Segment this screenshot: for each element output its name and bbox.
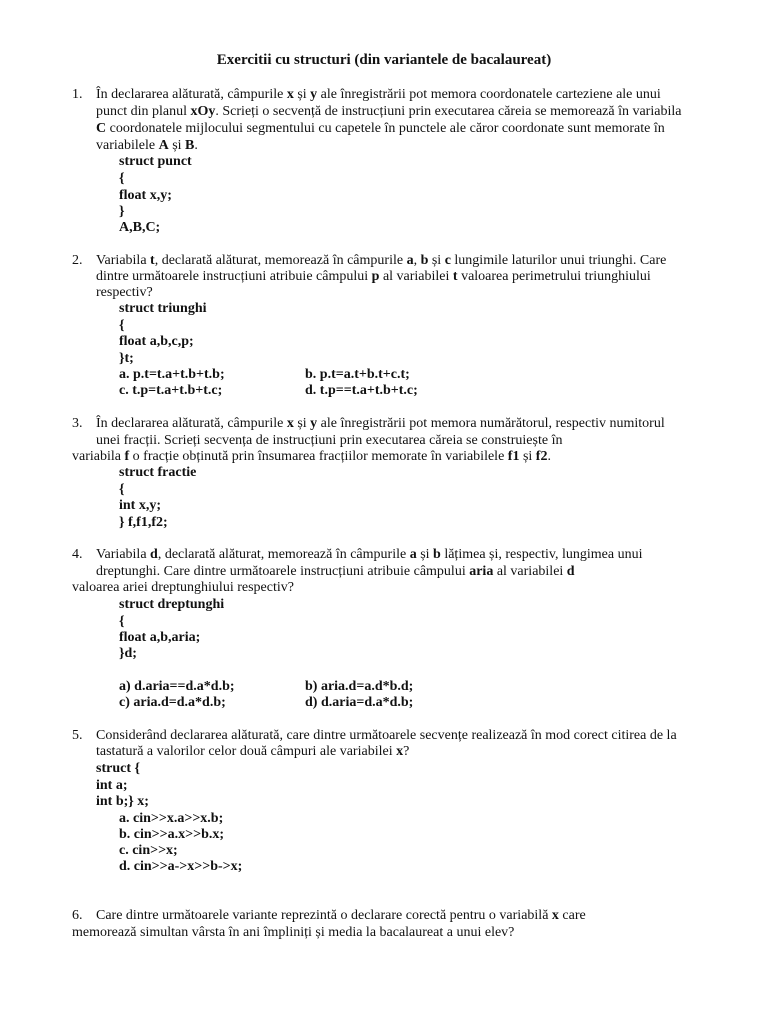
question-text-line: variabila f o fracție obținută prin însumarea fracțiilor memorate în variabilele f1 și f2.: [72, 449, 551, 464]
question-text-line: În declararea alăturată, câmpurile x și y ale înregistrării pot memora numărătorul, respectiv numitorul: [96, 416, 665, 431]
question-text-line: dreptunghi. Care dintre următoarele instrucțiuni atribuie câmpului aria al variabilei d: [96, 564, 575, 579]
code-line: struct dreptunghi: [119, 597, 225, 612]
code-line: int b;} x;: [96, 794, 149, 809]
code-line: }t;: [119, 351, 134, 366]
question-number: 4.: [72, 547, 83, 562]
question-number: 5.: [72, 728, 83, 743]
answer-option-a: a. cin>>x.a>>x.b;: [119, 811, 224, 826]
question-text-line: Variabila t, declarată alăturat, memorează în câmpurile a, b și c lungimile laturilor unui triunghi. Care: [96, 253, 667, 268]
code-line: struct triunghi: [119, 301, 207, 316]
question-text-line: respectiv?: [96, 285, 153, 300]
question-text-line: valoarea ariei dreptunghiului respectiv?: [72, 580, 294, 595]
answer-option-d: d. t.p==t.a+t.b+t.c;: [305, 383, 418, 398]
question-number: 2.: [72, 253, 83, 268]
code-line: {: [119, 171, 125, 186]
code-line: struct {: [96, 761, 141, 776]
question-text-line: Care dintre următoarele variante reprezintă o declarare corectă pentru o variabilă x care: [96, 908, 586, 923]
code-line: }d;: [119, 646, 137, 661]
question-text-line: punct din planul xOy. Scrieți o secvență de instrucțiuni prin executarea căreia se memorează în variabila: [96, 104, 682, 119]
question-text-line: În declararea alăturată, câmpurile x și y ale înregistrării pot memora coordonatele carteziene ale unui: [96, 87, 661, 102]
answer-option-c: c. t.p=t.a+t.b+t.c;: [119, 383, 223, 398]
question-text-line: C coordonatele mijlocului segmentului cu capetele în punctele ale căror coordonate sunt memorate în: [96, 121, 665, 136]
answer-option-a: a) d.aria==d.a*d.b;: [119, 679, 235, 694]
answer-option-d: d. cin>>a->x>>b->x;: [119, 859, 243, 874]
answer-option-c: c) aria.d=d.a*d.b;: [119, 695, 226, 710]
answer-option-d: d) d.aria=d.a*d.b;: [305, 695, 414, 710]
question-text-line: variabilele A și B.: [96, 138, 198, 153]
question-number: 1.: [72, 87, 83, 102]
question-text-line: dintre următoarele instrucțiuni atribuie câmpului p al variabilei t valoarea perimetrului triunghiului: [96, 269, 651, 284]
code-line: } f,f1,f2;: [119, 515, 168, 530]
answer-option-c: c. cin>>x;: [119, 843, 178, 858]
answer-option-a: a. p.t=t.a+t.b+t.b;: [119, 367, 225, 382]
question-number: 3.: [72, 416, 83, 431]
code-line: A,B,C;: [119, 220, 161, 235]
question-text-line: Variabila d, declarată alăturat, memorează în câmpurile a și b lățimea și, respectiv, lungimea unui: [96, 547, 643, 562]
question-text-line: unei fracții. Scrieți secvența de instrucțiuni prin executarea căreia se construiește în: [96, 433, 563, 448]
code-line: {: [119, 614, 125, 629]
code-line: int x,y;: [119, 498, 161, 513]
code-line: float a,b,aria;: [119, 630, 201, 645]
code-line: {: [119, 482, 125, 497]
question-text-line: memorează simultan vârsta în ani împliniți și media la bacalaureat a unui elev?: [72, 925, 515, 940]
code-line: float x,y;: [119, 188, 172, 203]
question-text-line: Considerând declararea alăturată, care dintre următoarele secvențe realizează în mod corect citirea de la: [96, 728, 677, 743]
document-title: Exercitii cu structuri (din variantele de bacalaureat): [216, 52, 552, 68]
code-line: struct punct: [119, 154, 192, 169]
code-line: }: [119, 204, 125, 219]
answer-option-b: b. p.t=a.t+b.t+c.t;: [305, 367, 410, 382]
code-line: {: [119, 318, 125, 333]
answer-option-b: b) aria.d=a.d*b.d;: [305, 679, 414, 694]
question-text-line: tastatură a valorilor celor două câmpuri ale variabilei x?: [96, 744, 410, 759]
code-line: float a,b,c,p;: [119, 334, 194, 349]
answer-option-b: b. cin>>a.x>>b.x;: [119, 827, 225, 842]
code-line: struct fractie: [119, 465, 197, 480]
code-line: int a;: [96, 778, 128, 793]
question-number: 6.: [72, 908, 83, 923]
